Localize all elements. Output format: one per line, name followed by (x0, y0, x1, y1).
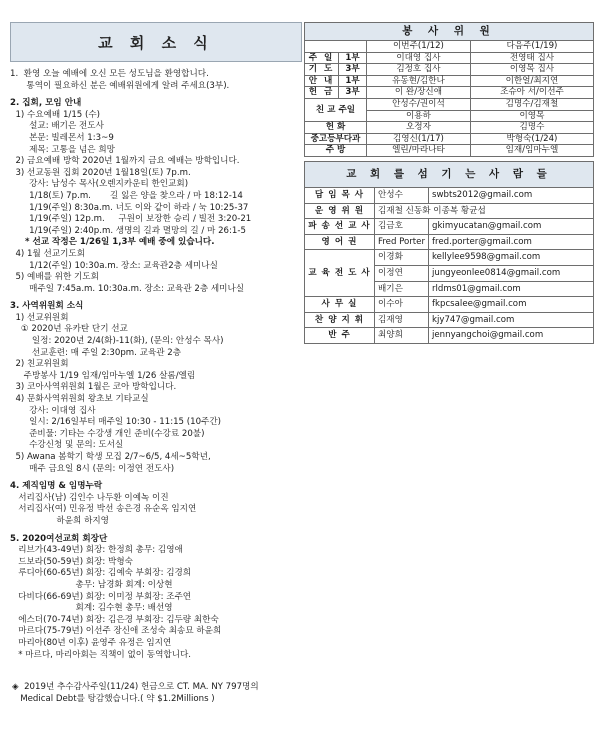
news-content (10, 62, 302, 661)
flower-label: 헌 화 (305, 122, 367, 134)
service-label: 기 도 (305, 64, 339, 76)
info-column (304, 22, 594, 344)
service-label: 헌 금 (305, 87, 339, 99)
staff-email[interactable]: fkpcsalee@gmail.com (429, 297, 594, 313)
service-sub: 3부 (339, 64, 367, 76)
service-label: 안 내 (305, 75, 339, 87)
staff-role: 찬 양 지 휘 (305, 312, 375, 328)
kitchen-label: 주 방 (305, 145, 367, 157)
staff-email[interactable]: jennyangchoi@gmail.com (429, 328, 594, 344)
staff-name: 김금호 (375, 219, 429, 235)
footnote (12, 681, 332, 705)
news-line: 2) 친교위원회 (10, 359, 69, 370)
staff-role: 사 무 실 (305, 297, 375, 313)
news-line: 일시: 2/16일부터 매주일 10:30 - 11:15 (10주간) (10, 417, 221, 428)
news-line: 4) 1월 선교기도회 (10, 248, 86, 259)
hs-this: 김영신(1/17) (367, 133, 471, 145)
service-table (304, 22, 594, 157)
news-line: 1/19(주일) 12p.m. 구원이 보장한 승리 / 빌전 3:20-21 (10, 214, 252, 225)
news-line: 설교: 배기은 전도사 (10, 121, 104, 132)
news-line: 3) 코아사역위원회 1월은 코아 방학입니다. (10, 382, 177, 393)
staff-email[interactable]: jungyeonlee0814@gmail.com (429, 265, 594, 281)
news-line: 서리집사(여) 민유정 박선 송은경 유순옥 임지연 (10, 504, 197, 515)
staff-email[interactable]: rldms01@gmail.com (429, 281, 594, 297)
news-line: 1/18(토) 7p.m. 길 잃은 양을 찾으라 / 마 18:12-14 (10, 190, 243, 201)
fellowship-label: 친 교 주일 (305, 98, 367, 121)
news-line: 드보라(50-59년) 회장: 박형숙 (10, 556, 133, 567)
kitchen-this: 엘린/마라나타 (367, 145, 471, 157)
news-line: 에스더(70-74년) 회장: 김은경 부회장: 김두량 최한숙 (10, 614, 219, 625)
news-line: 서리집사(남) 김인수 나두환 이예녹 이진 (10, 492, 169, 503)
staff-email[interactable]: gkimyucatan@gmail.com (429, 219, 594, 235)
news-line: 마르다(75-79년) 이선주 장신애 조성숙 최송묘 하윤희 (10, 626, 222, 637)
fellowship-this: 안성수/권이석 (367, 98, 471, 110)
news-line: 1) 선교위원회 (10, 312, 69, 323)
news-line: 강사: 남성수 목사(오렌지카운티 한인교회) (10, 179, 189, 190)
news-line: 제목: 고통을 넘은 희망 (10, 144, 115, 155)
news-line: 매주일 7:45a.m. 10:30a.m. 장소: 교육관 2층 세미나실 (10, 283, 245, 294)
staff-name: 안성수 (375, 187, 429, 203)
news-line: 5) Awana 봄학기 학생 모집 2/7~6/5, 4세~5학년, (10, 452, 211, 462)
news-line: * 선교 작정은 1/26일 1,3부 예배 중에 있습니다. (10, 237, 215, 248)
service-this: 유동현/김한나 (367, 75, 471, 87)
footnote-line: ◈ 2019년 추수감사주일(11/24) 헌금으로 CT. MA. NY 797명의 (12, 682, 259, 692)
news-line: * 마르다, 마리아회는 직책이 없이 동역합니다. (10, 649, 192, 660)
staff-name: 이경화 (375, 250, 429, 266)
staff-name: 배기은 (375, 281, 429, 297)
staff-name: 김재철 신동화 이종복 황균섭 (375, 203, 594, 219)
staff-email[interactable]: kjy747@gmail.com (429, 312, 594, 328)
fellowship-this: 이용하 (367, 110, 471, 122)
hs-label: 중고등부다과 (305, 133, 367, 145)
service-next: 이한얼/최지연 (470, 75, 593, 87)
service-sub: 1부 (339, 52, 367, 64)
news-line: 4. 제직임명 & 임명누락 (10, 481, 103, 492)
fellowship-next: 김명수/김재철 (470, 98, 593, 110)
staff-name: 김재영 (375, 312, 429, 328)
news-line: 강사: 이대영 집사 (10, 405, 96, 416)
news-line: 루디아(60-65년) 회장: 김예숙 부회장: 김경희 (10, 568, 192, 579)
staff-header: 교 회 를 섬 기 는 사 람 들 (305, 161, 594, 187)
service-next: 이영목 집사 (470, 64, 593, 76)
staff-role: 영 어 권 (305, 234, 375, 250)
news-line: 5. 2020여선교회 회장단 (10, 533, 108, 544)
news-line: 준비물: 기타는 수강생 개인 준비(수강료 20불) (10, 428, 205, 439)
service-header: 봉 사 위 원 (305, 23, 594, 41)
news-line: 2. 집회, 모임 안내 (10, 98, 82, 109)
this-week-label: 이번주(1/12) (367, 41, 471, 53)
staff-email[interactable]: swbts2012@gmail.com (429, 187, 594, 203)
news-line: 5) 예배를 위한 기도회 (10, 272, 99, 283)
staff-name: Fred Porter (375, 234, 429, 250)
service-label: 주 일 (305, 52, 339, 64)
service-sub: 1부 (339, 75, 367, 87)
staff-name: 이수아 (375, 297, 429, 313)
news-line: 회계: 김수현 총무: 배선영 (10, 603, 173, 614)
news-line: 다비다(66-69년) 회장: 이미정 부회장: 조주연 (10, 591, 192, 602)
news-line: 1/12(주일) 10:30a.m. 장소: 교육관2층 세미나실 (10, 260, 218, 271)
staff-email[interactable]: fred.porter@gmail.com (429, 234, 594, 250)
staff-role: 파 송 선 교 사 (305, 219, 375, 235)
service-this: 이대영 집사 (367, 52, 471, 64)
news-line: 1/19(주일) 2:40p.m. 생명의 길과 멸망의 길 / 마 26:1-5 (10, 225, 246, 236)
service-this: 이 완/장신애 (367, 87, 471, 99)
news-line: 선교훈련: 매 주일 2:30pm. 교육관 2층 (10, 347, 182, 358)
edu-role: 교 육 전 도 사 (305, 250, 375, 297)
service-next: 전영태 집사 (470, 52, 593, 64)
news-line: 주방봉사 1/19 임재/임마누엘 1/26 살롬/엘림 (10, 370, 196, 381)
news-line: 총무: 남경화 회계: 이상현 (10, 579, 173, 590)
news-line: 3. 사역위원회 소식 (10, 301, 84, 312)
news-line: 3) 선교동원 집회 2020년 1월18일(토) 7p.m. (10, 167, 191, 178)
fellowship-next: 이영목 (470, 110, 593, 122)
news-line: 1) 수요예배 1/15 (수) (10, 109, 100, 120)
staff-role: 운 영 위 원 (305, 203, 375, 219)
flower-this: 오정자 (367, 122, 471, 134)
news-line: 1/19(주일) 8:30a.m. 너도 이와 같이 하라 / 눅 10:25-37 (10, 202, 249, 213)
news-line: 매주 금요일 8시 (문의: 이정연 전도사) (10, 463, 175, 474)
kitchen-next: 임재/임마누엘 (470, 145, 593, 157)
news-line: ① 2020년 유카탄 단기 선교 (10, 324, 128, 335)
news-line: 4) 문화사역위원회 왕초보 기타교실 (10, 394, 149, 405)
news-line: 마리아(80년 이후) 윤영주 유정은 임지연 (10, 637, 172, 648)
next-week-label: 다음주(1/19) (470, 41, 593, 53)
flower-next: 김명수 (470, 122, 593, 134)
news-line: 리브가(43-49년) 회장: 한정희 총무: 김영애 (10, 545, 183, 556)
hs-next: 박형숙(1/24) (470, 133, 593, 145)
footnote-line: Medical Debt를 탕감했습니다.( 약 $1.2Millions ) (12, 694, 215, 704)
staff-name: 최양희 (375, 328, 429, 344)
staff-role: 반 주 (305, 328, 375, 344)
staff-email[interactable]: kellylee9598@gmail.com (429, 250, 594, 266)
news-line: 1. 환영 오늘 예배에 오신 모든 성도님을 환영합니다. (10, 69, 209, 79)
service-next: 조슈아 서/이선주 (470, 87, 593, 99)
news-line: 본문: 빌레몬서 1:3~9 (10, 132, 114, 143)
news-line: 2) 금요예배 방학 2020년 1월까지 금요 예배는 방학입니다. (10, 156, 240, 167)
news-line: 통역이 필요하신 분은 예배위원에게 알려 주세요(3부). (10, 80, 230, 91)
staff-table (304, 161, 594, 344)
staff-name: 이정연 (375, 265, 429, 281)
news-line: 하윤희 하지영 (10, 515, 109, 526)
news-line: 수강신청 및 문의: 도서실 (10, 440, 124, 451)
service-sub: 3부 (339, 87, 367, 99)
news-column (10, 22, 302, 661)
news-header: 교 회 소 식 (10, 22, 302, 62)
service-this: 김정호 집사 (367, 64, 471, 76)
staff-role: 담 임 목 사 (305, 187, 375, 203)
news-line: 일정: 2020년 2/4(화)-11(화), (문의: 안성수 목사) (10, 336, 224, 347)
